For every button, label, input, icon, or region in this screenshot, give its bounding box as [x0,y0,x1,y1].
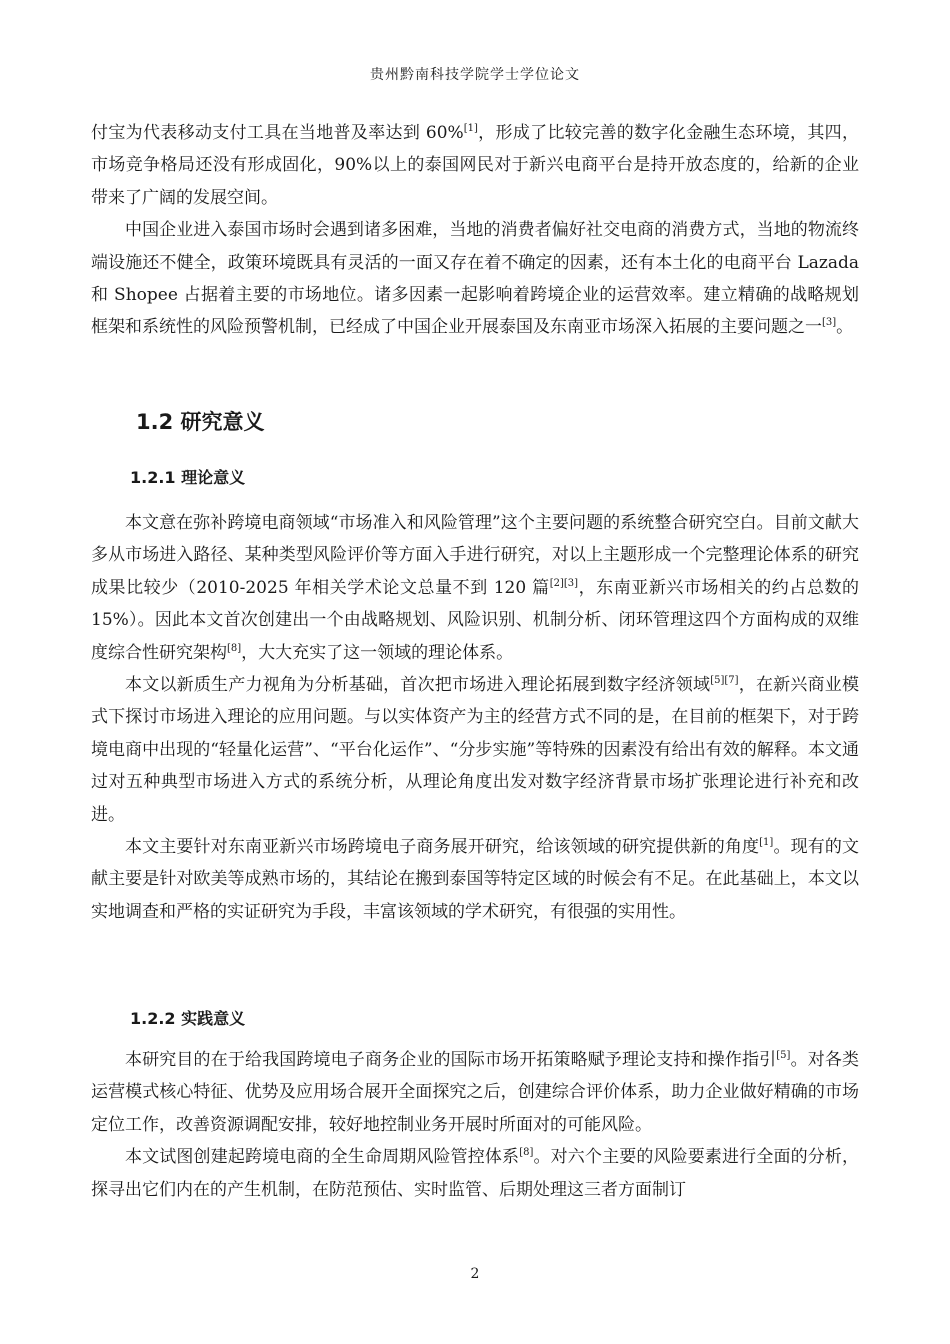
paragraph [91,1044,859,1141]
citation: [2][3] [549,577,579,589]
text-span: 本文意在弥补跨境电商领域“市场准入和风险管理”这个主要问题的系统整合研究空白。目前文献大多从市场进入路径、某种类型风险评价等方面入手进行研究，对以上主题形成一个完整理论体系的研究成果比较少（2010-2025 年相关学术论文总量不到 120 篇 [91,513,859,598]
paragraph [91,214,859,344]
subsection-heading-practice: 1.2.2 实践意义 [130,1009,246,1028]
citation: [8] [519,1147,534,1159]
page-header: 贵州黔南科技学院学士学位论文 [370,67,580,83]
paragraph [91,507,859,669]
text-span: 。对六个主要的风险要素进行全面的分析，探寻出它们内在的产生机制，在防范预估、实时监管、后期处理这三者方面制订 [91,1147,860,1200]
text-span: ，形成了比较完善的数字化金融生态环境，其四，市场竞争格局还没有形成固化，90%以上的泰国网民对于新兴电商平台是持开放态度的，给新的企业带来了广阔的发展空间。 [91,123,859,208]
practice-text [91,1044,859,1206]
citation: [5] [776,1050,791,1061]
page-number: 2 [470,1266,480,1282]
text-span: 本文主要针对东南亚新兴市场跨境电子商务展开研究，给该领域的研究提供新的角度 [125,837,760,858]
text-span: 。现有的文献主要是针对欧美等成熟市场的，其结论在搬到泰国等特定区域的时候会有不足。在此基础上，本文以实地调查和严格的实证研究为手段，丰富该领域的学术研究，有很强的实用性。 [91,837,860,922]
text-span: ，东南亚新兴市场相关的约占总数的 15%）。因此本文首次创建出一个由战略规划、风险识别、机制分析、闭环管理这四个方面构成的双维度综合性研究架构 [91,577,860,663]
paragraph [91,669,859,831]
text-span: ，大大充实了这一领域的理论体系。 [241,642,514,663]
text-span: 付宝为代表移动支付工具在当地普及率达到 60% [91,123,464,143]
citation: [1] [463,123,478,134]
subsection-heading-theory: 1.2.1 理论意义 [130,468,246,487]
citation: [5][7] [710,675,739,687]
section-heading: 1.2 研究意义 [136,410,265,434]
theory-text [91,507,859,928]
paragraph [91,117,859,214]
text-span: 本文以新质生产力视角为分析基础，首次把市场进入理论拓展到数字经济领域 [125,675,711,696]
text-span: 本文试图创建起跨境电商的全生命周期风险管控体系 [125,1147,520,1168]
citation: [1] [759,837,774,849]
paragraph [91,1141,859,1206]
text-span: 中国企业进入泰国市场时会遇到诸多困难，当地的消费者偏好社交电商的消费方式，当地的物流终端设施还不健全，政策环境既具有灵活的一面又存在着不确定的因素，还有本土化的电商平台 Lazada 和 Shopee 占据着主要的市场地位。诸多因素一起影响着跨境企业的运营效率。建立精确的战略规划框架和系统性的风险预警机制，已经成了中国企业开展泰国及东南亚市场深入拓展的主要问题之一 [91,220,859,338]
intro-text [91,117,859,344]
citation: [3] [822,317,837,329]
text-span: ，在新兴商业模式下探讨市场进入理论的应用问题。与以实体资产为主的经营方式不同的是，在目前的框架下，对于跨境电商中出现的“轻量化运营”、“平台化运作”、“分步实施”等特殊的因素没有给出有效的解释。本文通过对五种典型市场进入方式的系统分析，从理论角度出发对数字经济背景市场扩张理论进行补充和改进。 [91,675,860,825]
paragraph [91,831,859,928]
text-span: 。 [836,317,854,338]
text-span: 。对各类运营模式核心特征、优势及应用场合展开全面探究之后，创建综合评价体系，助力企业做好精确的市场定位工作，改善资源调配安排，较好地控制业务开展时所面对的可能风险。 [91,1050,860,1135]
citation: [8] [227,642,242,654]
text-span: 本研究目的在于给我国跨境电子商务企业的国际市场开拓策略赋予理论支持和操作指引 [125,1050,777,1070]
